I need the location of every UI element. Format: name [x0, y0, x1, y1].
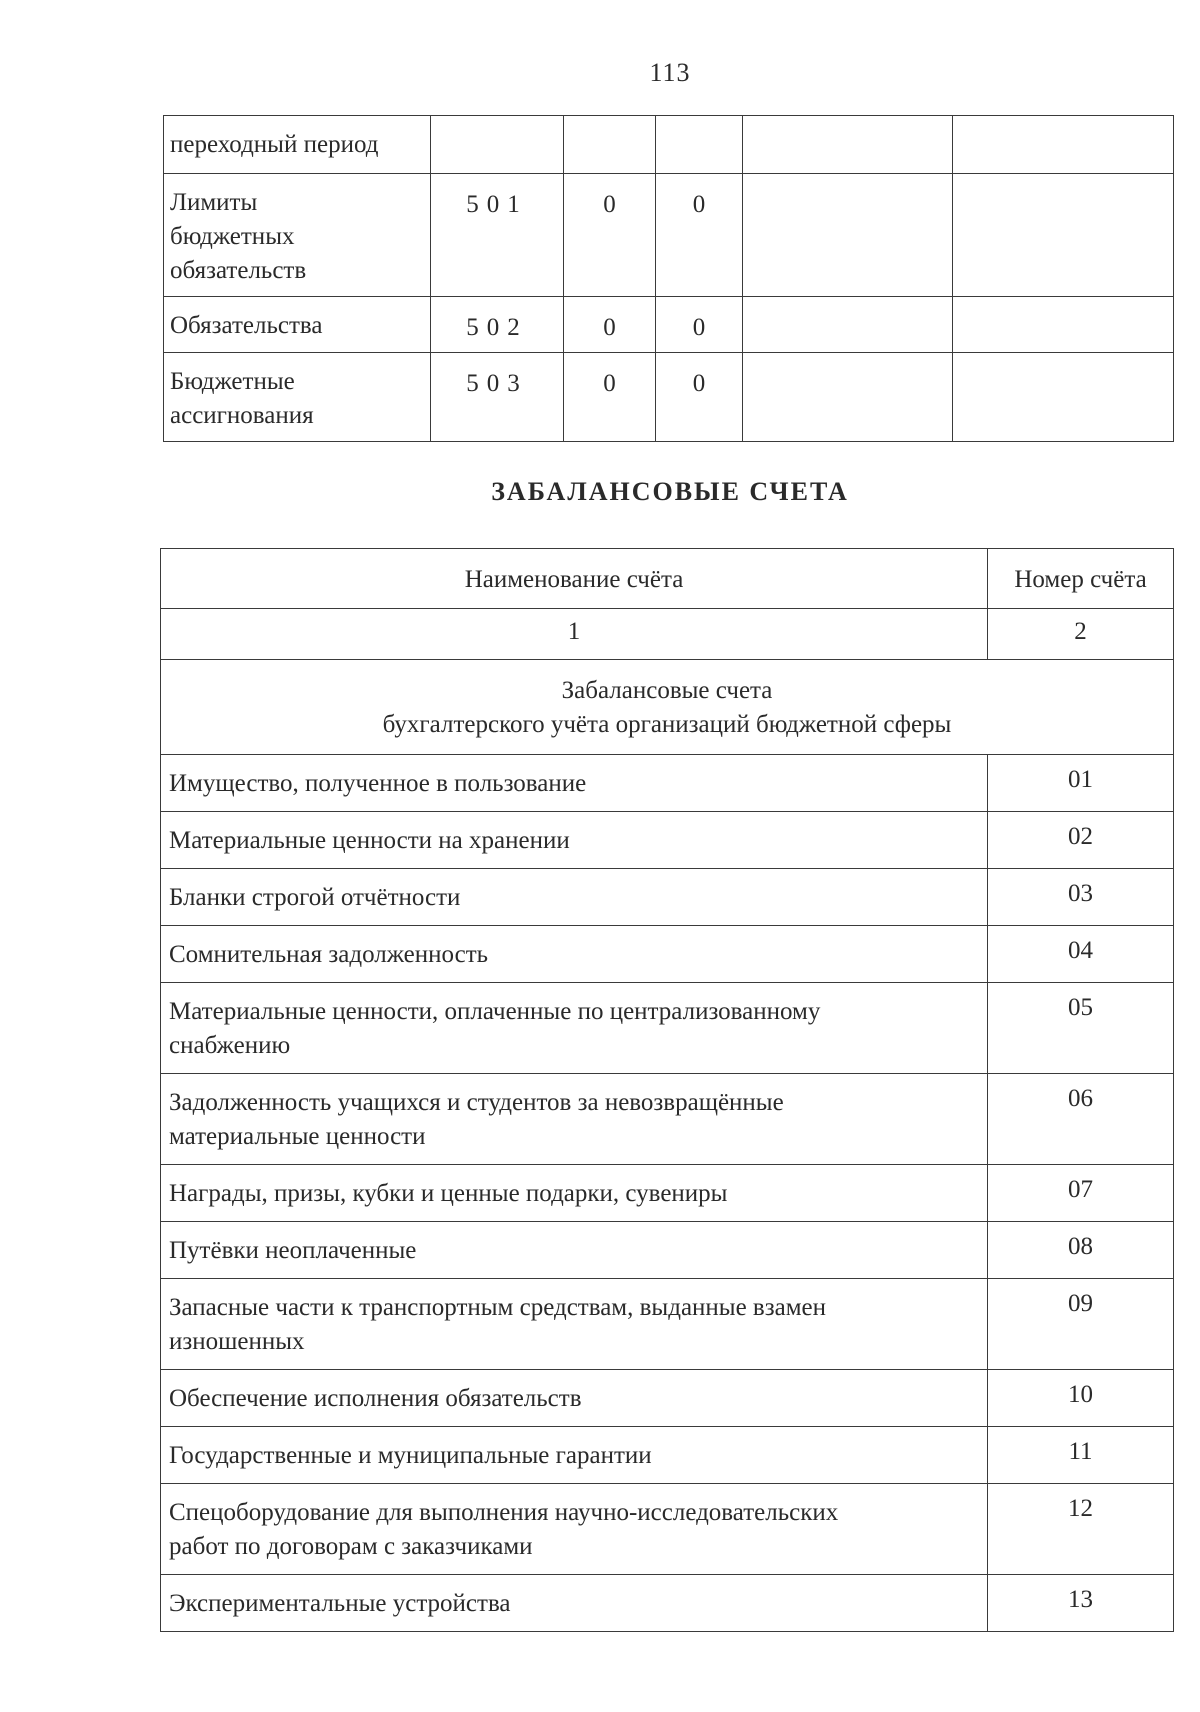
account-name — [161, 1427, 988, 1484]
account-name — [164, 297, 431, 353]
table-row — [161, 869, 1174, 926]
table-row — [161, 1427, 1174, 1484]
account-name — [161, 926, 988, 983]
table-row — [164, 174, 1174, 297]
empty-cell — [743, 174, 953, 297]
account-name — [161, 1575, 988, 1632]
table-row — [164, 353, 1174, 442]
account-number: 13 — [988, 1575, 1174, 1632]
table-row — [161, 983, 1174, 1074]
account-number: 09 — [988, 1279, 1174, 1370]
empty-cell — [953, 353, 1174, 442]
account-number: 05 — [988, 983, 1174, 1074]
empty-cell — [953, 174, 1174, 297]
account-code: 503 — [431, 353, 564, 442]
value-2: 0 — [656, 353, 743, 442]
account-number: 08 — [988, 1222, 1174, 1279]
account-name — [161, 755, 988, 812]
account-number: 11 — [988, 1427, 1174, 1484]
budget-accounts-table — [163, 115, 1174, 442]
value-2: 0 — [656, 297, 743, 353]
account-code: 502 — [431, 297, 564, 353]
account-number: 02 — [988, 812, 1174, 869]
account-name-line: изношенных — [169, 1328, 305, 1355]
empty-cell — [953, 297, 1174, 353]
account-name — [161, 983, 988, 1074]
value-2: 0 — [656, 174, 743, 297]
header-account-number: Номер счёта — [988, 549, 1174, 609]
table-row — [164, 297, 1174, 353]
account-name-line: Бланки строгой отчётности — [169, 884, 461, 911]
table-row — [161, 755, 1174, 812]
page-number: 113 — [649, 58, 691, 87]
account-number: 10 — [988, 1370, 1174, 1427]
account-name — [161, 812, 988, 869]
value-1 — [564, 116, 656, 174]
budget-accounts-body — [164, 116, 1174, 442]
account-name-line: материальные ценности — [169, 1123, 426, 1150]
account-name-line: Лимиты — [170, 189, 258, 216]
account-name-line: Имущество, полученное в пользование — [169, 770, 587, 797]
group-header-row — [161, 660, 1174, 755]
account-name-line: ассигнования — [170, 402, 314, 429]
column-index-1: 1 — [161, 609, 988, 660]
empty-cell — [743, 297, 953, 353]
empty-cell — [743, 353, 953, 442]
table-row — [164, 116, 1174, 174]
account-name — [161, 1370, 988, 1427]
value-1: 0 — [564, 174, 656, 297]
account-name — [161, 1279, 988, 1370]
table-row — [161, 1074, 1174, 1165]
table-row — [161, 1484, 1174, 1575]
account-name-line: Спецоборудование для выполнения научно-исследовательских — [169, 1499, 839, 1526]
account-code — [431, 116, 564, 174]
table-row — [161, 1222, 1174, 1279]
account-name — [164, 116, 431, 174]
empty-cell — [953, 116, 1174, 174]
table-header-row — [161, 549, 1174, 609]
account-name-line: работ по договорам с заказчиками — [169, 1533, 533, 1560]
off-balance-accounts-body — [161, 549, 1174, 1632]
account-name-line: Запасные части к транспортным средствам, выданные взамен — [169, 1294, 827, 1321]
account-number: 06 — [988, 1074, 1174, 1165]
account-name-line: бюджетных — [170, 223, 295, 250]
empty-cell — [743, 116, 953, 174]
value-2 — [656, 116, 743, 174]
column-index-2: 2 — [988, 609, 1174, 660]
account-name-line: Обязательства — [170, 312, 323, 339]
account-name-line: переходный период — [170, 131, 379, 158]
value-1: 0 — [564, 297, 656, 353]
group-header-line-2: бухгалтерского учёта организаций бюджетной сферы — [382, 711, 952, 738]
table-row — [161, 812, 1174, 869]
group-header-line-1: Забалансовые счета — [561, 677, 773, 704]
account-number: 04 — [988, 926, 1174, 983]
account-code: 501 — [431, 174, 564, 297]
account-number: 12 — [988, 1484, 1174, 1575]
account-name-line: Государственные и муниципальные гарантии — [169, 1442, 652, 1469]
column-index-row — [161, 609, 1174, 660]
table-row — [161, 1279, 1174, 1370]
account-name-line: Бюджетные — [170, 368, 295, 395]
group-header — [161, 660, 1174, 755]
account-name-line: Задолженность учащихся и студентов за невозвращённые — [169, 1089, 784, 1116]
off-balance-accounts-table — [160, 548, 1174, 1632]
account-name — [161, 1484, 988, 1575]
account-name — [161, 1074, 988, 1165]
value-1: 0 — [564, 353, 656, 442]
account-name-line: Сомнительная задолженность — [169, 941, 489, 968]
account-name-line: Материальные ценности на хранении — [169, 827, 570, 854]
account-name — [161, 1165, 988, 1222]
account-name — [161, 1222, 988, 1279]
table-row — [161, 1575, 1174, 1632]
account-number: 07 — [988, 1165, 1174, 1222]
account-number: 01 — [988, 755, 1174, 812]
account-name-line: Материальные ценности, оплаченные по централизованному — [169, 998, 821, 1025]
account-name-line: обязательств — [170, 257, 307, 284]
account-name — [164, 174, 431, 297]
account-number: 03 — [988, 869, 1174, 926]
account-name-line: Путёвки неоплаченные — [169, 1237, 417, 1264]
header-account-name: Наименование счёта — [161, 549, 988, 609]
table-row — [161, 1370, 1174, 1427]
account-name-line: Обеспечение исполнения обязательств — [169, 1385, 582, 1412]
account-name — [161, 869, 988, 926]
account-name-line: Награды, призы, кубки и ценные подарки, сувениры — [169, 1180, 728, 1207]
account-name-line: Экспериментальные устройства — [169, 1590, 511, 1617]
account-name — [164, 353, 431, 442]
table-row — [161, 926, 1174, 983]
section-title: ЗАБАЛАНСОВЫЕ СЧЕТА — [491, 477, 849, 506]
account-name-line: снабжению — [169, 1032, 291, 1059]
table-row — [161, 1165, 1174, 1222]
